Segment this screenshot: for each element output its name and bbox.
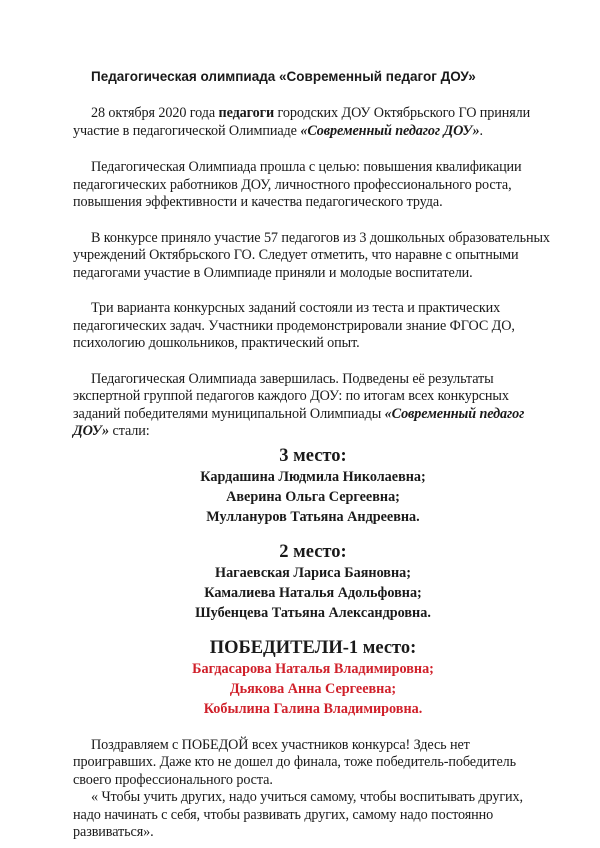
intro-olympiad-name: «Современный педагог ДОУ»: [300, 122, 480, 139]
intro-teachers: педагоги: [218, 105, 275, 121]
results-olympiad-name: «Современный педагог ДОУ»: [73, 405, 525, 439]
paragraph-congratulations: Поздравляем с ПОБЕДОЙ всех участников конкурса! Здесь нет проигравших. Даже кто не дошел до финала, тоже победитель-победитель своего профессионального роста.: [73, 736, 517, 788]
second-place-name: Шубенцева Татьяна Александровна.: [195, 604, 431, 621]
document-page: [73, 68, 553, 842]
third-place-section: [73, 445, 553, 527]
winner-name: Дьякова Анна Сергеевна;: [229, 680, 397, 697]
third-place-name: Муллануров Татьяна Андреевна.: [206, 508, 420, 525]
second-place-name: Нагаевская Лариса Баяновна;: [215, 564, 411, 581]
winners-section: [73, 637, 553, 719]
second-place-heading: 2 место:: [279, 541, 347, 562]
winners-heading: ПОБЕДИТЕЛИ-1 место:: [209, 637, 417, 658]
paragraph-intro: [73, 105, 553, 140]
winner-name: Кобылина Галина Владимировна.: [203, 700, 423, 717]
third-place-name: Кардашина Людмила Николаевна;: [200, 468, 426, 485]
second-place-name: Камалиева Наталья Адольфовна;: [204, 584, 422, 601]
paragraph-tasks: Три варианта конкурсных заданий состояли из теста и практических педагогических задач. Участники продемонстрировали знание ФГОС ДО, психологию дошкольников, практический опыт.: [73, 300, 515, 351]
paragraph-results: [73, 371, 553, 441]
results-end: стали:: [109, 423, 150, 439]
document-title: Педагогическая олимпиада «Современный педагог ДОУ»: [91, 69, 476, 84]
second-place-section: [73, 541, 553, 623]
third-place-name: Аверина Ольга Сергеевна;: [226, 488, 400, 505]
winner-name: Багдасарова Наталья Владимировна;: [192, 660, 434, 677]
intro-end: .: [479, 122, 483, 139]
paragraph-quote: « Чтобы учить других, надо учиться самому, чтобы воспитывать других, надо начинать с себя, чтобы развивать других, самому надо постоянно развиваться».: [73, 789, 523, 840]
results-text: Педагогическая Олимпиада завершилась. Подведены её результаты экспертной группой педагогов каждого ДОУ: по итогам всех конкурсных заданий победителями муниципальной Олимпиады: [73, 370, 509, 422]
intro-date: 28 октября 2020 года: [91, 105, 219, 121]
third-place-heading: 3 место:: [279, 445, 347, 466]
intro-text: городских ДОУ Октябрьского ГО приняли участие в педагогической Олимпиаде: [73, 105, 531, 139]
paragraph-goal: Педагогическая Олимпиада прошла с целью: повышения квалификации педагогических работников ДОУ, личностного профессионального роста, повышения эффективности и качества педагогического труда.: [73, 159, 522, 210]
paragraph-participants: В конкурсе приняло участие 57 педагогов из 3 дошкольных образовательных учреждений Октябрьского ГО. Следует отметить, что наравне с опытными педагогами участие в Олимпиаде приняли и молодые воспитатели.: [73, 229, 550, 281]
